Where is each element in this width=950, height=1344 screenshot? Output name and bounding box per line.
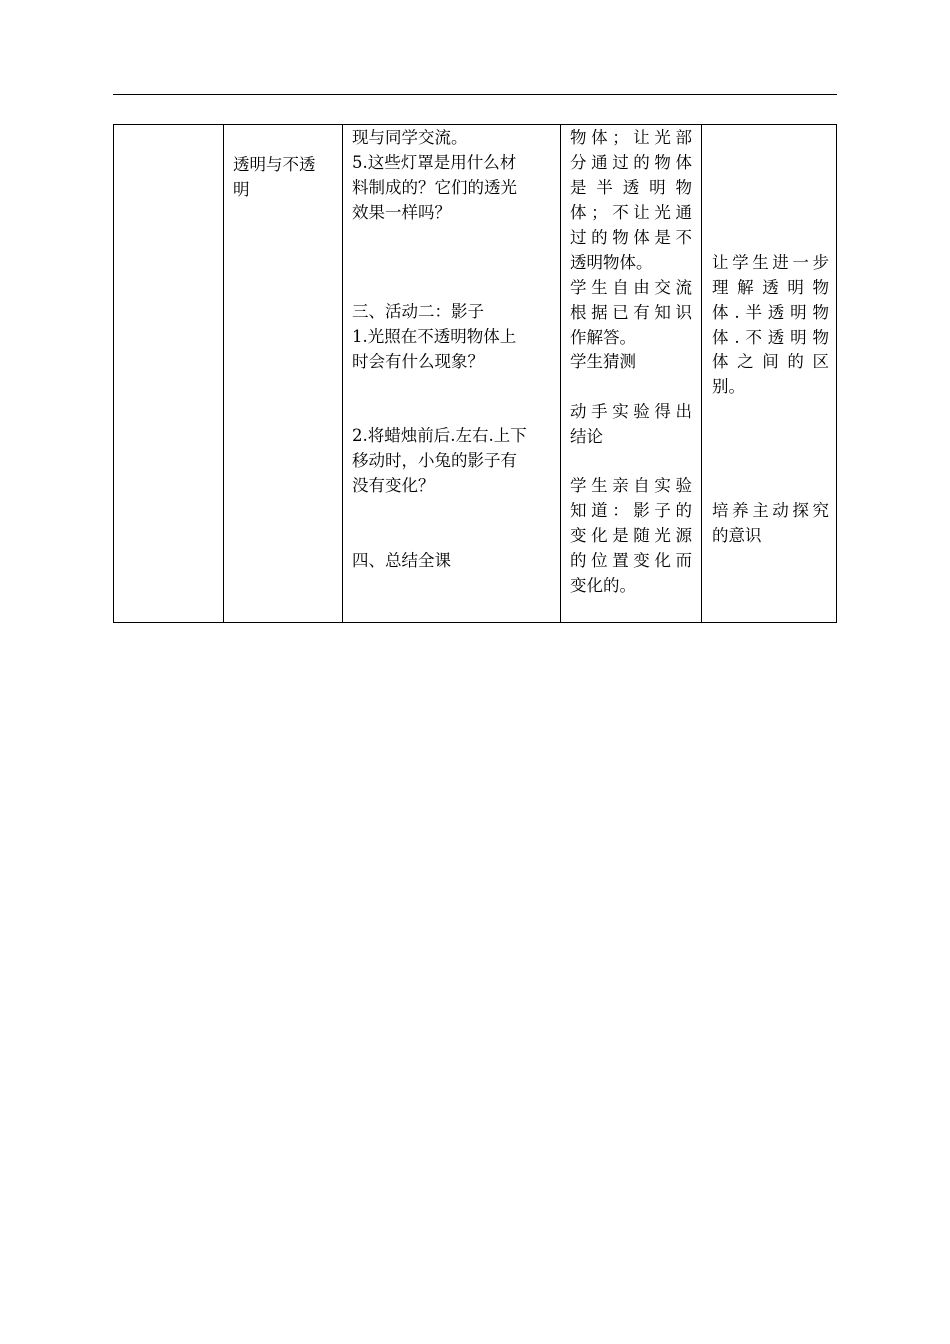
student-activity-line: 分通过的物体	[570, 153, 692, 172]
topic-line: 透明与不透	[233, 155, 316, 174]
student-activity-line: 变化的。	[570, 576, 636, 595]
student-activity-line: 结论	[570, 427, 603, 446]
teacher-activity-line: 四、总结全课	[352, 551, 451, 570]
student-activity-line: 体；不让光通	[570, 203, 692, 222]
student-activity-line: 根据已有知识	[570, 303, 692, 322]
design-intent-line: 的意识	[712, 526, 762, 545]
lesson-plan-table	[113, 124, 837, 623]
topic-line: 明	[233, 180, 250, 199]
student-activity-line: 知道：影子的	[570, 501, 692, 520]
student-activity-column	[561, 125, 702, 622]
student-activity-line: 作解答。	[570, 328, 636, 347]
student-activity-line: 动手实验得出	[570, 402, 692, 421]
design-intent-line: 理解透明物	[712, 278, 829, 297]
empty-column	[114, 125, 224, 622]
teacher-activity-line: 时会有什么现象？	[352, 352, 484, 371]
design-intent-line: 培养主动探究	[712, 501, 829, 520]
student-activity-line: 物体；让光部	[570, 128, 692, 147]
header-rule	[113, 94, 837, 95]
design-intent-line: 体.不透明物	[712, 328, 829, 347]
student-activity-line: 是半透明物	[570, 178, 692, 197]
student-activity-line: 的位置变化而	[570, 551, 692, 570]
teacher-activity-line: 2.将蜡烛前后.左右.上下	[352, 426, 527, 445]
teacher-activity-line: 5.这些灯罩是用什么材	[352, 153, 517, 172]
design-intent-line: 体.半透明物	[712, 303, 829, 322]
teacher-activity-line: 效果一样吗？	[352, 203, 451, 222]
teacher-activity-line: 料制成的？它们的透光	[352, 178, 517, 197]
teacher-activity-line: 三、活动二：影子	[352, 302, 484, 321]
student-activity-line: 透明物体。	[570, 253, 653, 272]
design-intent-line: 别。	[712, 377, 745, 396]
student-activity-line: 变化是随光源	[570, 526, 692, 545]
design-intent-line: 体之间的区	[712, 352, 829, 371]
teacher-activity-line: 1.光照在不透明物体上	[352, 327, 517, 346]
topic-column	[224, 125, 343, 622]
student-activity-line: 学生猜测	[570, 352, 636, 371]
teacher-activity-column	[343, 125, 561, 622]
design-intent-column	[702, 125, 838, 622]
student-activity-line: 过的物体是不	[570, 228, 692, 247]
student-activity-line: 学生亲自实验	[570, 476, 692, 495]
design-intent-line: 让学生进一步	[712, 253, 829, 272]
teacher-activity-line: 没有变化？	[352, 476, 435, 495]
student-activity-line: 学生自由交流	[570, 278, 692, 297]
teacher-activity-line: 现与同学交流。	[352, 128, 468, 147]
teacher-activity-line: 移动时，小兔的影子有	[352, 451, 517, 470]
